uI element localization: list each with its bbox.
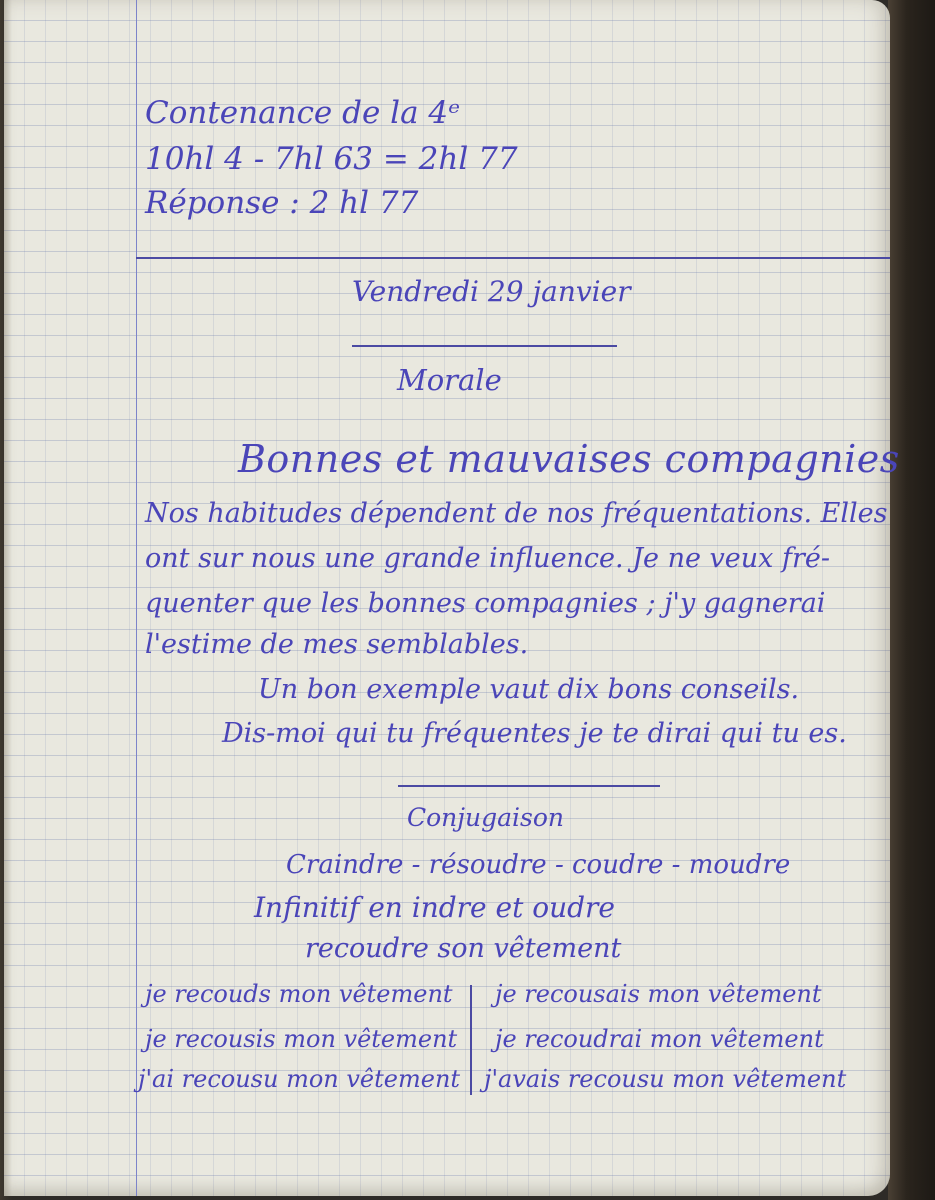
paragraph-line: Nos habitudes dépendent de nos fréquentations. Elles xyxy=(145,498,888,529)
infinitif-line: Infinitif en indre et oudre xyxy=(254,891,615,924)
margin-line xyxy=(136,0,137,1196)
subject-heading-morale: Morale xyxy=(397,363,502,397)
conjugation-left-line: je recousis mon vêtement xyxy=(145,1025,458,1053)
conjugation-right-line: je recousais mon vêtement xyxy=(495,980,822,1008)
paragraph-line: l'estime de mes semblables. xyxy=(145,629,529,660)
verbs-line: Craindre - résoudre - coudre - moudre xyxy=(286,850,791,880)
calculation-line: Contenance de la 4ᵉ xyxy=(145,95,461,131)
subject-heading-conjugaison: Conjugaison xyxy=(407,803,565,832)
example-phrase: recoudre son vêtement xyxy=(305,933,622,964)
conjugation-right-line: j'avais recousu mon vêtement xyxy=(484,1065,847,1093)
section-divider xyxy=(136,257,890,259)
calculation-line: 10hl 4 - 7hl 63 = 2hl 77 xyxy=(145,141,518,177)
proverb: Dis-moi qui tu fréquentes je te dirai qui tu es. xyxy=(222,718,847,749)
lesson-date: Vendredi 29 janvier xyxy=(352,275,631,308)
column-separator xyxy=(470,985,472,1095)
proverb: Un bon exemple vaut dix bons conseils. xyxy=(258,674,800,705)
lesson-title: Bonnes et mauvaises compagnies xyxy=(238,437,900,481)
conjugation-left-line: je recouds mon vêtement xyxy=(145,980,453,1008)
date-underline xyxy=(352,345,617,347)
calculation-answer: Réponse : 2 hl 77 xyxy=(145,185,419,221)
conjugation-right-line: je recoudrai mon vêtement xyxy=(495,1025,824,1053)
conjugation-left-line: j'ai recousu mon vêtement xyxy=(138,1065,461,1093)
paragraph-line: quenter que les bonnes compagnies ; j'y gagnerai xyxy=(145,588,826,619)
notebook-cover-edge xyxy=(888,0,935,1200)
section-divider xyxy=(398,785,660,787)
binding-shadow xyxy=(0,0,12,1200)
paragraph-line: ont sur nous une grande influence. Je ne veux fré- xyxy=(145,543,830,574)
